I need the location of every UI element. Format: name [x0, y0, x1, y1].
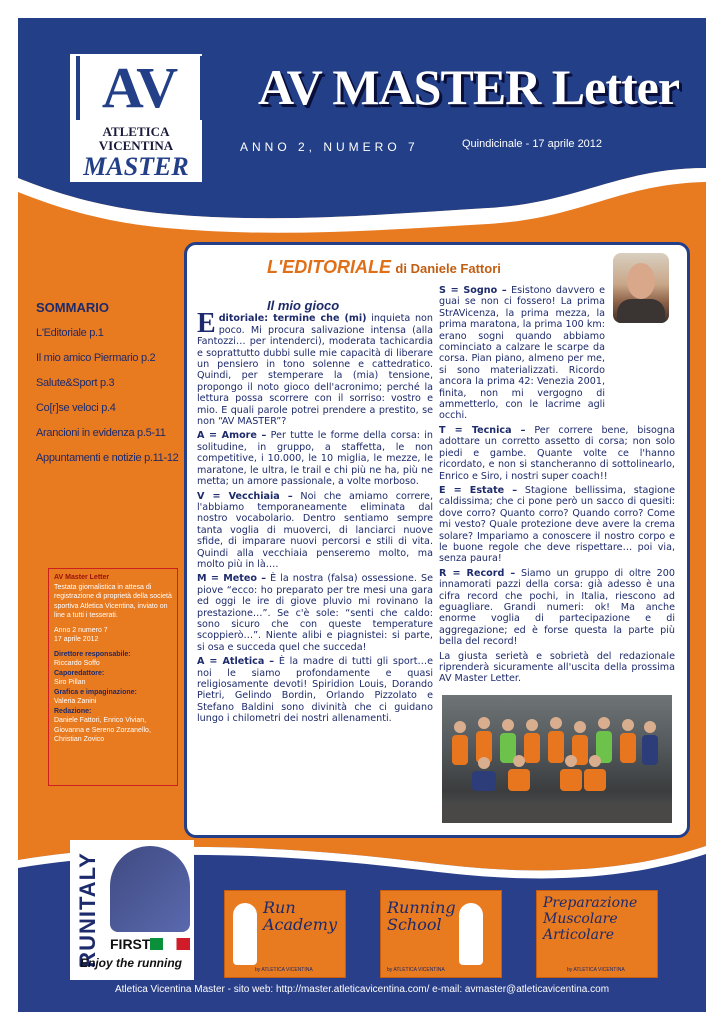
editorial-heading: [267, 257, 501, 278]
infobox-description: Testata giornalistica in attesa di registrazione di proprietà della società sportiva Atletica Vicentina, inviato on line a tutti i tesserati.: [54, 583, 172, 619]
footer-contact[interactable]: Atletica Vicentina Master - sito web: http://master.atleticavicentina.com/ e-mail: avmaster@atleticavicentina.com: [114, 984, 610, 995]
runitaly-tagline: Enjoy the running: [80, 956, 182, 970]
toc-item[interactable]: Co[r]se veloci p.4: [36, 402, 116, 414]
acronym-key: V = Vecchiaia –: [197, 490, 293, 502]
badge-title: Running School: [387, 898, 456, 934]
toc-item[interactable]: Il mio amico Piermario p.2: [36, 352, 156, 364]
role-label: Grafica e impaginazione:: [54, 688, 137, 696]
italian-flag-icon: [150, 938, 190, 950]
preparazione-badge[interactable]: [536, 890, 658, 978]
acronym-key: E = Estate –: [439, 484, 518, 496]
runitaly-first: FIRST: [110, 936, 151, 952]
logo-line-3: MASTER: [83, 152, 189, 181]
toc-item[interactable]: Salute&Sport p.3: [36, 377, 115, 389]
role-label: Redazione:: [54, 707, 92, 715]
closing-text: La giusta serietà e sobrietà del redazionale riprenderà sicuramente all'uscita della prossima AV Master Letter.: [439, 650, 675, 685]
article-column-1: [197, 300, 433, 728]
acronym-key: M = Meteo –: [197, 573, 267, 585]
badge-subtitle: by ATLETICA VICENTINA: [567, 967, 625, 973]
infobox-issue: Anno 2 numero 7: [54, 626, 108, 634]
role-value: Daniele Fattori, Enrico Vivian, Giovanna e Sereno Zorzanello, Christian Zovico: [54, 717, 151, 743]
badge-subtitle: by ATLETICA VICENTINA: [387, 967, 445, 973]
badge-title: Preparazione Muscolare Articolare: [543, 895, 638, 943]
role-value: Riccardo Soffo: [54, 660, 100, 667]
badge-title: Run Academy: [263, 898, 337, 934]
article-column-2-full: [439, 285, 675, 688]
runner-figure-icon: [233, 903, 257, 965]
acronym-text: Per correre bene, bisogna adottare un corretto assetto di corsa; non solo piedi e gambe. Quante volte ce l'hanno ricordato, e non si stancheranno di sottolinearlo, Enrico e Siro, i nostri super coach!!: [439, 424, 675, 482]
acronym-key: A = Atletica –: [197, 656, 275, 668]
acronym-key: A = Amore –: [197, 430, 267, 442]
editorial-byline: di Daniele Fattori: [395, 261, 501, 276]
toc-heading: SOMMARIO: [36, 300, 109, 315]
masthead-info-box: [48, 568, 178, 786]
av-master-logo: [70, 54, 202, 182]
dropcap: E: [197, 308, 216, 340]
acronym-text: Stagione bellissima, stagione caldissima; che ci pone però un sacco di quesiti: dove corro? Quanto corro? Quando corro? Come mi vesto? Quale protezione deve avere la crema solare? Impariamo a conoscere il nostro corpo e le buone regole che deve rispettare… poi via, senza paura!: [439, 484, 675, 565]
acronym-text: È la nostra (falsa) ossessione. Se piove “ecco: ho preparato per tre mesi una gara ed oggi le ire di giove pluvio mi rovinano la prestazione…”. Se c'è sole: “senti che caldo: sono sicuro che con queste temperature scoppierò…”. Niente alibi e piagnistei: si parte, si osa e succeda quel che succeda!: [197, 573, 433, 653]
edition-date: Quindicinale - 17 aprile 2012: [462, 138, 603, 150]
runners-icon: [110, 846, 190, 932]
logo-line-1: ATLETICA: [102, 124, 170, 139]
acronym-text: È la madre di tutti gli sport…e noi le siamo profondamente e quasi religiosamente devoti! Spiridion Louis, Dorando Pietri, Gelindo Bordin, Orlando Pizzolato e Stefano Baldini sono divinità che ci guidano lungo i chilometri dei nostri allenamenti.: [197, 656, 433, 725]
runitaly-logo[interactable]: [70, 840, 194, 980]
acronym-text: Per tutte le forme della corsa: in solitudine, in gruppo, a staffetta, le non competitive, i 10.000, le 10 miglia, le mezze, le maratone, le ultra, le trail e chi più ne ha, più ne metta; un amore passionale, a volte morboso.: [197, 430, 434, 488]
badge-subtitle: by ATLETICA VICENTINA: [255, 967, 313, 973]
role-value: Siro Pillan: [54, 679, 86, 686]
infobox-title: AV Master Letter: [54, 574, 110, 581]
acronym-text: Esistono davvero e guai se non ci fossero! La prima StrAVicenza, la prima mezza, la prima maratona, la prima 100 km: erano sogni quando abbiamo cominciato a calzare le scarpe da corsa. Pian piano, almeno per me, si sono materializzati. Ricordo ancora la prima 42: Venezia 2001, finita, non mi vergogno di ammetterlo, con le lacrime agli occhi.: [439, 285, 605, 422]
runitaly-name: RUNITALY: [75, 852, 100, 968]
article-subtitle: Il mio gioco: [267, 298, 340, 313]
team-group-photo: [442, 695, 672, 823]
toc-item[interactable]: Arancioni in evidenza p.5-11: [36, 427, 166, 439]
toc-item[interactable]: Appuntamenti e notizie p.11-12: [36, 452, 179, 464]
acronym-key: S = Sogno –: [439, 285, 507, 296]
acronym-key: R = Record –: [439, 567, 516, 579]
acronym-text: Siamo un gruppo di oltre 200 innamorati pazzi della corsa: già adesso è una cifra record che pochi, in Italia, riescono ad eguagliare. Grandi numeri: ok! Ma anche enorme voglia di partecipazione e di aggregazione; ed è forse questa la parte più bella del record!: [439, 567, 675, 648]
infobox-date: 17 aprile 2012: [54, 636, 99, 643]
acronym-key: T = Tecnica –: [439, 424, 526, 436]
run-academy-badge[interactable]: [224, 890, 346, 978]
intro-bold: ditoriale: termine che (mi): [218, 313, 367, 325]
issue-number: ANNO 2, NUMERO 7: [240, 140, 419, 154]
intro-text: inquieta non poco. Mi procura salivazione intensa (alla Fantozzi… per intenderci), moderata tachicardia e soprattutto dubbi sulle mie capacità di liberare un pensiero in tono solenne e cattedratico. Quindi, per stemperare la (mia) tensione, propongo il noto gioco dell'acronimo; perché la lettura possa scorrere con il sorriso: vostro e mio. E quali parole potrei prendere a prestito, se non “AV MASTER”?: [197, 313, 433, 428]
role-label: Direttore responsabile:: [54, 650, 131, 658]
acronym-text: Noi che amiamo correre, l'abbiamo temporaneamente eliminata dal nostro vocabolario. Dentro sentiamo sempre tanta voglia di muoverci, di lanciarci nuove sfide, di imparare nuovi percorsi e stili di vita. Quindi alla vecchiaia penseremo molto, ma molto più in là….: [197, 490, 433, 570]
newsletter-title: AV MASTER Letter: [258, 59, 680, 115]
editorial-section: L'EDITORIALE: [267, 257, 391, 277]
logo-initials: AV: [76, 56, 204, 120]
running-school-badge[interactable]: [380, 890, 502, 978]
role-label: Caporedattore:: [54, 669, 105, 677]
toc-item[interactable]: L'Editoriale p.1: [36, 327, 104, 339]
table-of-contents: [36, 300, 186, 477]
editorial-article: [184, 242, 690, 838]
logo-line-2: VICENTINA: [98, 138, 174, 153]
role-value: Valeria Zanini: [54, 698, 97, 705]
